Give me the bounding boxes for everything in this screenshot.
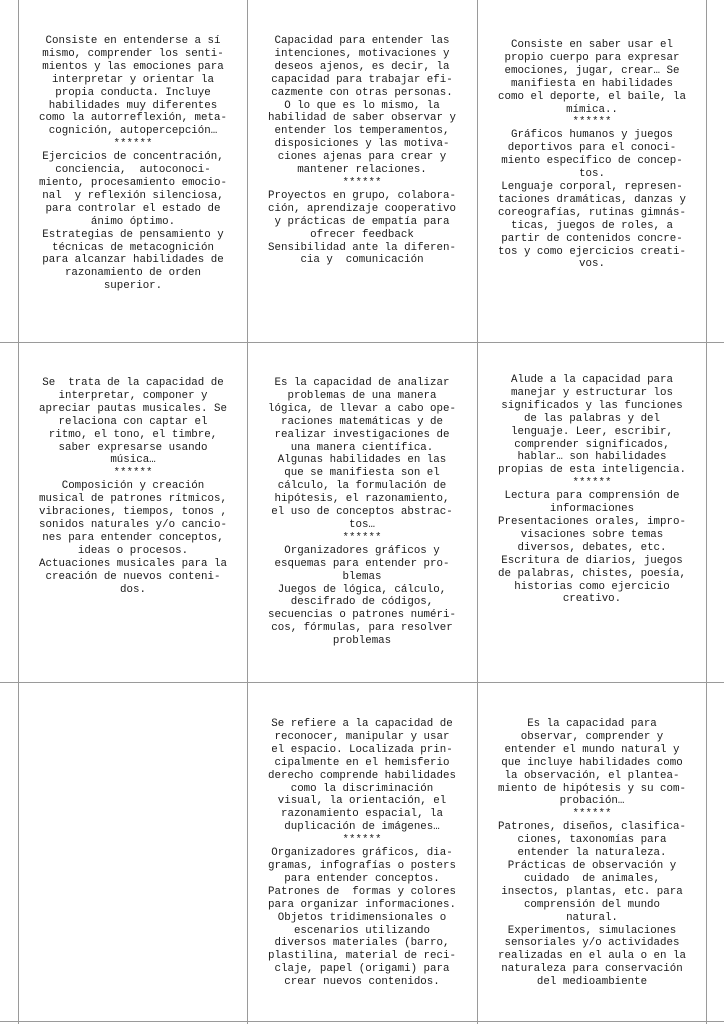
card-text-line: insectos, plantas, etc. para <box>501 885 683 898</box>
card-text-line: Organizadores gráficos y <box>284 544 440 557</box>
card-text-line: problemas de una manera <box>287 389 437 402</box>
card-text-line: como la autorreflexión, meta- <box>39 112 227 125</box>
card-text-line: informaciones <box>549 503 635 516</box>
card-text-line: Lectura para comprensión de <box>504 490 680 503</box>
card-text-line: interpretar, componer y <box>58 389 208 402</box>
card-text-line: sonidos naturales y/o cancio- <box>39 518 227 531</box>
card-intrapersonal <box>22 35 244 293</box>
card-text-line: Se trata de la capacidad de <box>42 377 224 389</box>
card-text-line: lenguaje. Leer, escribir, <box>511 425 673 438</box>
card-text-line: probación… <box>559 795 625 808</box>
card-text-line: para alcanzar habilidades de <box>42 254 224 267</box>
card-text-line: Consiste en entenderse a sí <box>45 35 221 47</box>
card-text-line: visaciones sobre temas <box>520 528 664 541</box>
separator-stars: ****** <box>572 808 612 821</box>
card-text-line: y prácticas de empatía para <box>274 215 450 228</box>
card-text-line: Gráficos humanos y juegos <box>511 129 673 142</box>
card-text-line: para organizar informaciones. <box>268 898 456 911</box>
card-text-line: secuencias o patrones numéri- <box>268 609 456 622</box>
card-text-line: como la discriminación <box>290 782 434 795</box>
card-text-line: manifiesta en habilidades <box>511 77 673 90</box>
card-text-line: ánimo óptimo. <box>90 215 176 228</box>
card-text-line: miento, procesamiento emocio- <box>39 176 227 189</box>
card-text-line: miento específico de concep- <box>501 155 683 168</box>
card-text-line: Algunas habilidades en las <box>277 454 447 467</box>
card-text-line: Lenguaje corporal, represen- <box>501 180 683 193</box>
card-text-line: mantener relaciones. <box>297 164 427 177</box>
card-text-line: diversos materiales (barro, <box>274 937 450 950</box>
card-text-line: observar, comprender y <box>520 730 664 743</box>
card-text-line: Patrones, diseños, clasifica- <box>498 821 686 834</box>
card-text-line: ritmo, el tono, el timbre, <box>48 428 218 441</box>
column-divider-1 <box>18 0 19 1024</box>
card-naturalista <box>481 718 703 989</box>
card-text-line: razonamiento de orden <box>64 267 202 280</box>
separator-stars: ****** <box>572 116 612 129</box>
card-text-line: claje, papel (origami) para <box>274 963 450 976</box>
card-text-line: Juegos de lógica, cálculo, <box>277 583 447 596</box>
card-text-line: cia y comunicación <box>300 254 424 267</box>
card-text-line: musical de patrones rítmicos, <box>39 493 227 506</box>
card-text-line: cognición, autopercepción… <box>48 125 218 138</box>
card-text-line: como el deporte, el baile, la <box>498 90 686 103</box>
card-text-line: deportivos para el conoci- <box>507 142 677 155</box>
card-text-line: esquemas para entender pro- <box>274 557 450 570</box>
card-corporal <box>481 39 703 271</box>
card-text-line: Prácticas de observación y <box>507 859 677 872</box>
separator-stars: ****** <box>113 138 153 151</box>
card-text-line: natural. <box>566 911 618 924</box>
row-divider-2 <box>0 682 724 683</box>
card-text-line: Organizadores gráficos, dia- <box>271 847 453 860</box>
card-text-line: tos… <box>349 518 375 531</box>
card-text-line: habilidades muy diferentes <box>48 99 218 112</box>
card-text-line: para entender conceptos. <box>284 872 440 885</box>
card-text-line: emociones, jugar, crear… Se <box>504 64 680 77</box>
card-text-line: propia conducta. Incluye <box>55 86 211 99</box>
card-text-line: relaciona con captar el <box>58 415 208 428</box>
separator-stars: ****** <box>113 467 153 480</box>
card-text-line: crear nuevos contenidos. <box>284 976 440 989</box>
column-divider-2 <box>247 0 248 1024</box>
card-text-line: mientos y las emociones para <box>42 60 224 73</box>
card-text-line: gramas, infografías o posters <box>268 859 456 872</box>
card-text-line: Experimentos, simulaciones <box>507 924 677 937</box>
card-text-line: cálculo, la formulación de <box>277 480 447 493</box>
row-divider-1 <box>0 342 724 343</box>
card-text-line: Ejercicios de concentración, <box>42 151 224 164</box>
card-text-line: comprensión del mundo <box>523 898 661 911</box>
card-text-line: miento de hipótesis y su com- <box>498 782 686 795</box>
card-text-line: derecho comprende habilidades <box>268 769 456 782</box>
card-text-line: ciones, taxonomías para <box>517 834 667 847</box>
card-text-line: nal y reflexión silenciosa, <box>42 189 224 202</box>
card-text-line: cos, fórmulas, para resolver <box>271 622 453 635</box>
card-text-line: una manera científica. <box>290 441 434 454</box>
card-text-line: de las palabras y del <box>523 412 661 425</box>
card-text-line: dos. <box>120 583 146 596</box>
card-text-line: coreografías, rutinas gimnás- <box>498 206 686 219</box>
card-text-line: Escritura de diarios, juegos <box>501 554 683 567</box>
card-text-line: O lo que es lo mismo, la <box>284 99 440 112</box>
card-text-line: el espacio. Localizada prin- <box>271 743 453 756</box>
card-text-line: música… <box>110 454 156 467</box>
card-text-line: reconocer, manipular y usar <box>274 730 450 743</box>
card-text-line: Composición y creación <box>61 480 205 493</box>
card-text-line: cazmente con otras personas. <box>271 86 453 99</box>
card-text-line: nes para entender conceptos, <box>42 531 224 544</box>
card-text-line: escenarios utilizando <box>293 924 431 937</box>
card-text-line: de palabras, chistes, poesía, <box>498 567 686 580</box>
card-text-line: ción, aprendizaje cooperativo <box>268 202 456 215</box>
card-text-line: naturaleza para conservación <box>501 963 683 976</box>
card-text-line: hipótesis, el razonamiento, <box>274 493 450 506</box>
card-text-line: Es la capacidad para <box>527 718 657 730</box>
separator-stars: ****** <box>342 834 382 847</box>
card-text-line: blemas <box>342 570 382 583</box>
card-text-line: creación de nuevos conteni- <box>45 570 221 583</box>
card-text-line: propias de esta inteligencia. <box>498 464 686 477</box>
card-text-line: visual, la orientación, el <box>277 795 447 808</box>
card-text-line: partir de contenidos concre- <box>501 232 683 245</box>
card-text-line: entender la naturaleza. <box>517 847 667 860</box>
card-text-line: ideas o procesos. <box>77 544 189 557</box>
card-text-line: hablar… son habilidades <box>517 451 667 464</box>
card-text-line: que incluye habilidades como <box>501 756 683 769</box>
card-text-line: entender los temperamentos, <box>274 125 450 138</box>
card-text-line: vos. <box>579 258 605 271</box>
card-text-line: superior. <box>103 280 163 293</box>
card-text-line: Capacidad para entender las <box>274 35 450 47</box>
separator-stars: ****** <box>342 176 382 189</box>
card-text-line: taciones dramáticas, danzas y <box>498 193 686 206</box>
card-text-line: sensoriales y/o actividades <box>504 937 680 950</box>
card-text-line: para controlar el estado de <box>45 202 221 215</box>
card-text-line: entender el mundo natural y <box>504 743 680 756</box>
card-text-line: significados y las funciones <box>501 399 683 412</box>
card-text-line: ciones ajenas para crear y <box>277 151 447 164</box>
card-text-line: diversos, debates, etc. <box>517 541 667 554</box>
card-text-line: Actuaciones musicales para la <box>39 557 227 570</box>
card-text-line: creativo. <box>562 593 622 606</box>
card-text-line: duplicación de imágenes… <box>284 821 440 834</box>
column-divider-4 <box>706 0 707 1024</box>
card-espacial <box>251 718 473 989</box>
card-text-line: conciencia, autoconoci- <box>55 164 211 177</box>
card-text-line: mismo, comprender los senti- <box>42 47 224 60</box>
card-text-line: tos y como ejercicios creati- <box>498 245 686 258</box>
card-text-line: cuidado de animales, <box>523 872 661 885</box>
column-divider-3 <box>477 0 478 1024</box>
card-musical <box>22 377 244 596</box>
card-text-line: Patrones de formas y colores <box>268 885 456 898</box>
card-interpersonal <box>251 35 473 267</box>
card-text-line: la observación, el plantea- <box>504 769 680 782</box>
separator-stars: ****** <box>342 531 382 544</box>
card-text-line: raciones matemáticas y de <box>281 415 443 428</box>
card-text-line: Sensibilidad ante la diferen- <box>268 241 456 254</box>
card-text-line: apreciar pautas musicales. Se <box>39 402 227 415</box>
card-text-line: mímica.. <box>566 103 618 116</box>
card-text-line: Objetos tridimensionales o <box>277 911 447 924</box>
card-text-line: Consiste en saber usar el <box>511 39 673 51</box>
card-text-line: que se manifiesta son el <box>284 467 440 480</box>
row-divider-3 <box>0 1021 724 1022</box>
card-text-line: realizar investigaciones de <box>274 428 450 441</box>
card-linguistica <box>481 374 703 606</box>
card-text-line: técnicas de metacognición <box>52 241 214 254</box>
card-text-line: Es la capacidad de analizar <box>274 377 450 389</box>
card-text-line: descifrado de códigos, <box>290 596 434 609</box>
card-text-line: Estrategias de pensamiento y <box>42 228 224 241</box>
card-text-line: habilidad de saber observar y <box>268 112 456 125</box>
card-text-line: interpretar y orientar la <box>52 73 214 86</box>
card-text-line: historias como ejercicio <box>514 580 670 593</box>
card-text-line: plastilina, material de reci- <box>268 950 456 963</box>
card-text-line: el uso de conceptos abstrac- <box>271 506 453 519</box>
card-text-line: ticas, juegos de roles, a <box>511 219 673 232</box>
card-logico-matematica <box>251 377 473 648</box>
card-text-line: capacidad para trabajar efi- <box>271 73 453 86</box>
card-text-line: manejar y estructurar los <box>511 386 673 399</box>
separator-stars: ****** <box>572 477 612 490</box>
card-text-line: deseos ajenos, es decir, la <box>274 60 450 73</box>
card-text-line: problemas <box>332 635 392 648</box>
card-text-line: del medioambiente <box>536 976 648 989</box>
card-text-line: razonamiento espacial, la <box>281 808 443 821</box>
card-text-line: disposiciones y las motiva- <box>274 138 450 151</box>
card-text-line: lógica, de llevar a cabo ope- <box>268 402 456 415</box>
card-text-line: Alude a la capacidad para <box>511 374 673 386</box>
card-text-line: cipalmente en el hemisferio <box>274 756 450 769</box>
card-text-line: intenciones, motivaciones y <box>274 47 450 60</box>
card-text-line: Proyectos en grupo, colabora- <box>268 189 456 202</box>
card-text-line: saber expresarse usando <box>58 441 208 454</box>
card-text-line: vibraciones, tiempos, tonos , <box>39 506 227 519</box>
card-text-line: Se refiere a la capacidad de <box>271 718 453 730</box>
card-text-line: ofrecer feedback <box>310 228 414 241</box>
card-text-line: tos. <box>579 168 605 181</box>
card-text-line: comprender significados, <box>514 438 670 451</box>
card-text-line: Presentaciones orales, impro- <box>498 515 686 528</box>
card-text-line: propio cuerpo para expresar <box>504 51 680 64</box>
card-text-line: realizadas en el aula o en la <box>498 950 686 963</box>
